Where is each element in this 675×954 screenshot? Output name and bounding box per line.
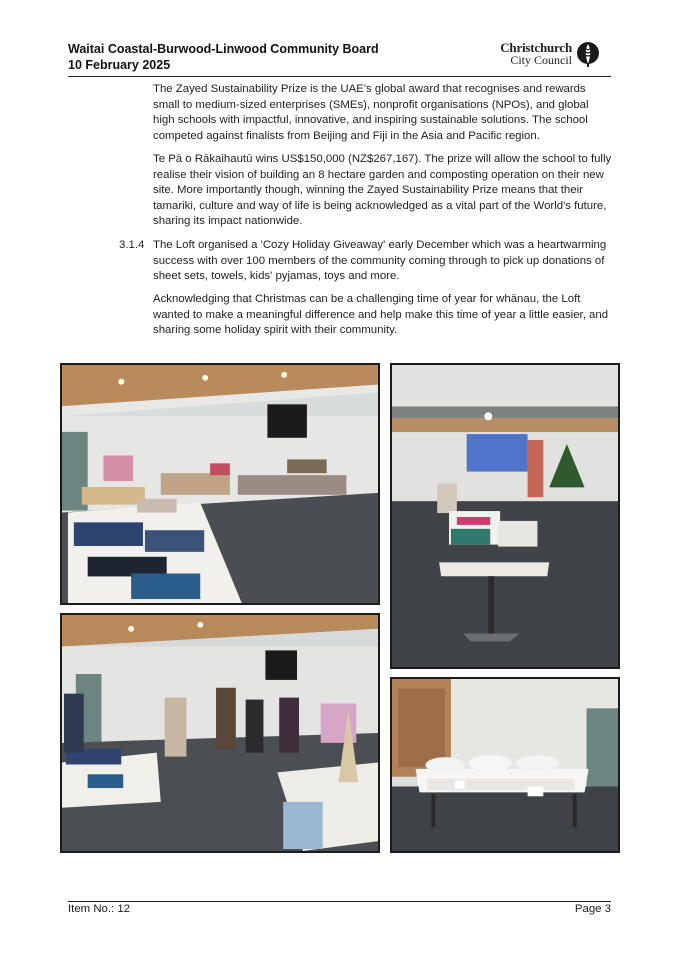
footer-divider <box>68 901 611 902</box>
meeting-date: 10 February 2025 <box>68 58 171 72</box>
photo-pillows-duvets <box>390 677 620 853</box>
paragraph-prize-winnings: Te Pā o Rākaihautū wins US$150,000 (NZ$267,167). The prize will allow the school to fully realise their vision of building an 8 hectare garden and composting operation on their new site. More importantly though, winning the Zayed Sustainability Prize means that their tamariki, culture and way of life is being acknowledged as a vital part of the World's future, sharing its impact nationwide. <box>153 153 612 228</box>
photo-community-browsing <box>60 613 380 853</box>
photo-christmas-tree-room <box>390 363 620 669</box>
council-logo <box>496 41 602 69</box>
council-fern-icon <box>576 41 600 67</box>
photo-donation-room <box>60 363 380 605</box>
header-divider <box>68 76 611 77</box>
header-title-block <box>68 41 379 73</box>
paragraph-christmas-support: Acknowledging that Christmas can be a challenging time of year for whānau, the Loft wanted to make a meaningful difference and help make this time of year a little easier, and sharing some holiday spirit with their community. <box>153 293 609 337</box>
footer-item-number: Item No.: 12 <box>68 903 131 915</box>
board-name: Waitai Coastal-Burwood-Linwood Community Board <box>68 42 379 56</box>
paragraph-cozy-giveaway: The Loft organised a 'Cozy Holiday Giveaway' early December which was a heartwarming success with over 100 members of the community coming through to pick up donations of sheet sets, towels, kids' pyjamas, toys and more. <box>153 239 607 283</box>
item-number: 3.1.4 <box>119 239 145 251</box>
logo-line1: Christchurch <box>500 40 572 55</box>
logo-line2: City Council <box>510 53 572 67</box>
paragraph-zayed-prize: The Zayed Sustainability Prize is the UAE's global award that recognises and rewards small to medium-sized enterprises (SMEs), nonprofit organisations (NPOs), and global high schools with impactful, innovative, and inspiring sustainable solutions. The school competed against finalists from Beijing and Fiji in the Asia and Pacific region. <box>153 83 589 142</box>
footer-page-number: Page 3 <box>574 903 611 915</box>
